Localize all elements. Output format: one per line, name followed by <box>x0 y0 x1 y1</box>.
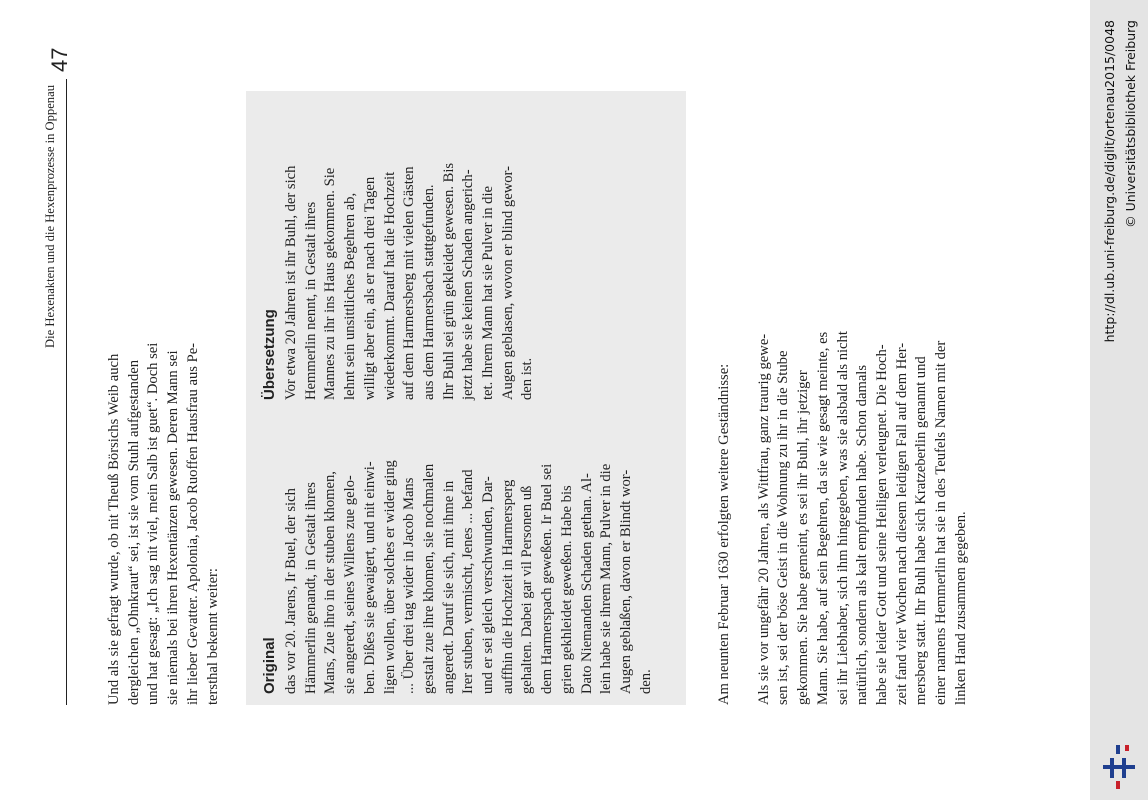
original-line: ligen wollen, über solches er wider ging <box>381 460 398 694</box>
original-line: das vor 20. Jarens, Ir Buel, der sich <box>283 488 299 694</box>
intro-paragraph <box>105 279 223 705</box>
body-line: zeit fand vier Wochen nach diesem leidigen Fall auf dem Her- <box>893 342 910 705</box>
translation-heading: Übersetzung <box>261 309 278 400</box>
original-line: gehalten. Dabei gar vil Personen uß <box>519 485 536 694</box>
body-line: natürlich, sondern als kalt empfunden habe. Schon damals <box>854 364 871 705</box>
body-line: sen ist, sei der böse Geist in die Wohnung zu ihr in die Stube <box>775 350 792 705</box>
intro-line: tersthal bekennt weiter: <box>204 568 221 705</box>
translation-line: willigt aber ein, als er nach drei Tagen <box>361 176 378 400</box>
original-line: ... Über drei tag wider in Jacob Mans <box>401 477 418 694</box>
translation-line: Hemmerlin nennt, in Gestalt ihres <box>302 201 319 400</box>
body-line: mersberg statt. Ihr Buhl habe sich Kratzeberlin genannt und <box>913 356 930 705</box>
intro-line: und hat gesagt: „Ich sag nit viel, mein Salb ist guet“. Doch sei <box>145 342 162 705</box>
original-line: Irer stuben, vermischt, Jenes ... befand <box>460 469 477 694</box>
body-line: sei ihr Liebhaber, sich ihm hingegeben, was sie alsbald als nicht <box>834 331 851 705</box>
original-line: gestalt zue ihre khomen, sie nochmalen <box>420 463 437 694</box>
page-number: 47 <box>47 47 72 72</box>
sidebar-text <box>1090 0 1148 800</box>
university-library-logo-icon <box>1100 744 1138 790</box>
translation-line: tet. Ihrem Mann hat sie Pulver in die <box>480 186 497 400</box>
translation-line: Vor etwa 20 Jahren ist ihr Buhl, der sich <box>283 165 299 400</box>
translation-line: Mannes zu ihr ins Haus gekommen. Sie <box>322 167 339 400</box>
body-line: gekommen. Sie habe gemeint, es sei ihr Buhl, ihr jetziger <box>795 370 812 705</box>
original-line: angeredt. Daruf sie sich, mit ihme in <box>440 480 457 694</box>
logo-bar <box>1116 781 1120 789</box>
body-line: habe sie leider Gott und seine Heiligen verleugnet. Die Hoch- <box>873 344 890 705</box>
running-title: Die Hexenakten und die Hexenprozesse in Oppenau <box>43 85 57 348</box>
original-line: lein habe sie ihrem Mann, Pulver in die <box>598 463 615 694</box>
logo-bar <box>1125 745 1129 751</box>
original-line: grien gekhleidet geweßen. Habe bis <box>558 485 575 694</box>
intro-line: ihr lieber Gevatter. Apolonia, Jacob Ruoffen Hausfrau aus Pe- <box>184 342 201 705</box>
translation-line: aus dem Harmersbach stattgefunden. <box>420 184 437 400</box>
translation-line: lehnt sein unsittliches Begehren ab, <box>342 192 359 400</box>
original-line: ben. Dißes sie gewaigert, und nit einwi- <box>361 461 378 694</box>
original-heading: Original <box>261 637 278 694</box>
translation-line: Ihr Buhl sei grün gekleidet gewesen. Bis <box>440 162 457 400</box>
translation-line: auf dem Harmersberg mit vielen Gästen <box>401 166 418 400</box>
translation-line: Augen geblasen, wovon er blind gewor- <box>499 166 516 400</box>
logo-bar <box>1116 745 1120 754</box>
body-line: linken Hand zusammen gegeben. <box>952 511 969 705</box>
original-line: Augen geblaßen, davon er Blindt wor- <box>617 469 634 694</box>
body-line: Als sie vor ungefähr 20 Jahren, als Wittfrau, ganz traurig gewe- <box>755 333 772 705</box>
translation-line: wiederkommt. Darauf hat die Hochzeit <box>381 171 398 400</box>
body-line: Mann. Sie habe, auf sein Begehren, da sie wie gesagt meinte, es <box>814 331 831 705</box>
logo-bar <box>1103 765 1135 769</box>
intro-line: dergleichen „Ohnkraut“ sei, ist sie vom Stuhl aufgestanden <box>125 359 142 705</box>
header-rule <box>66 79 67 705</box>
body-line: einer namens Hemmerlin hat sie in des Teufels Namen mit der <box>933 340 950 705</box>
original-line: Hämmerlin genandt, in Gestalt ihres <box>302 482 319 694</box>
translation-column <box>282 128 538 400</box>
original-line: den. <box>637 669 654 694</box>
source-url-link[interactable]: http://dl.ub.uni-freiburg.de/diglit/ortenau2015/0048 <box>1102 20 1117 343</box>
body-lead: Am neunten Februar 1630 erfolgten weitere Geständnisse: <box>716 363 732 705</box>
original-line: und er sei gleich verschwunden, Dar- <box>480 476 497 694</box>
library-sidebar <box>1090 0 1148 800</box>
intro-line: sie niemals bei ihren Hexentänzen gewesen. Deren Mann sei <box>165 350 182 705</box>
copyright-notice: © Universitätsbibliothek Freiburg <box>1123 20 1138 228</box>
original-line: sie angeredt, seines Willens zue gelo- <box>342 475 359 694</box>
original-column <box>282 412 656 694</box>
body-paragraph <box>715 95 971 705</box>
original-line: auffhin die Hochzeit in Harmersperg <box>499 479 516 694</box>
original-line: Dato Niemanden Schaden gethan. Al- <box>578 473 595 694</box>
translation-line: den ist. <box>519 357 536 400</box>
original-line: Mans, Zue ihro in der stuben khomen, <box>322 471 339 694</box>
original-line: dem Harmerspach geweßen. Ir Buel sei <box>539 463 556 694</box>
intro-line: Und als sie gefragt wurde, ob nit Theuß Börsichs Weib auch <box>106 353 122 705</box>
translation-line: jetzt habe sie keinen Schaden angerich- <box>460 169 477 400</box>
